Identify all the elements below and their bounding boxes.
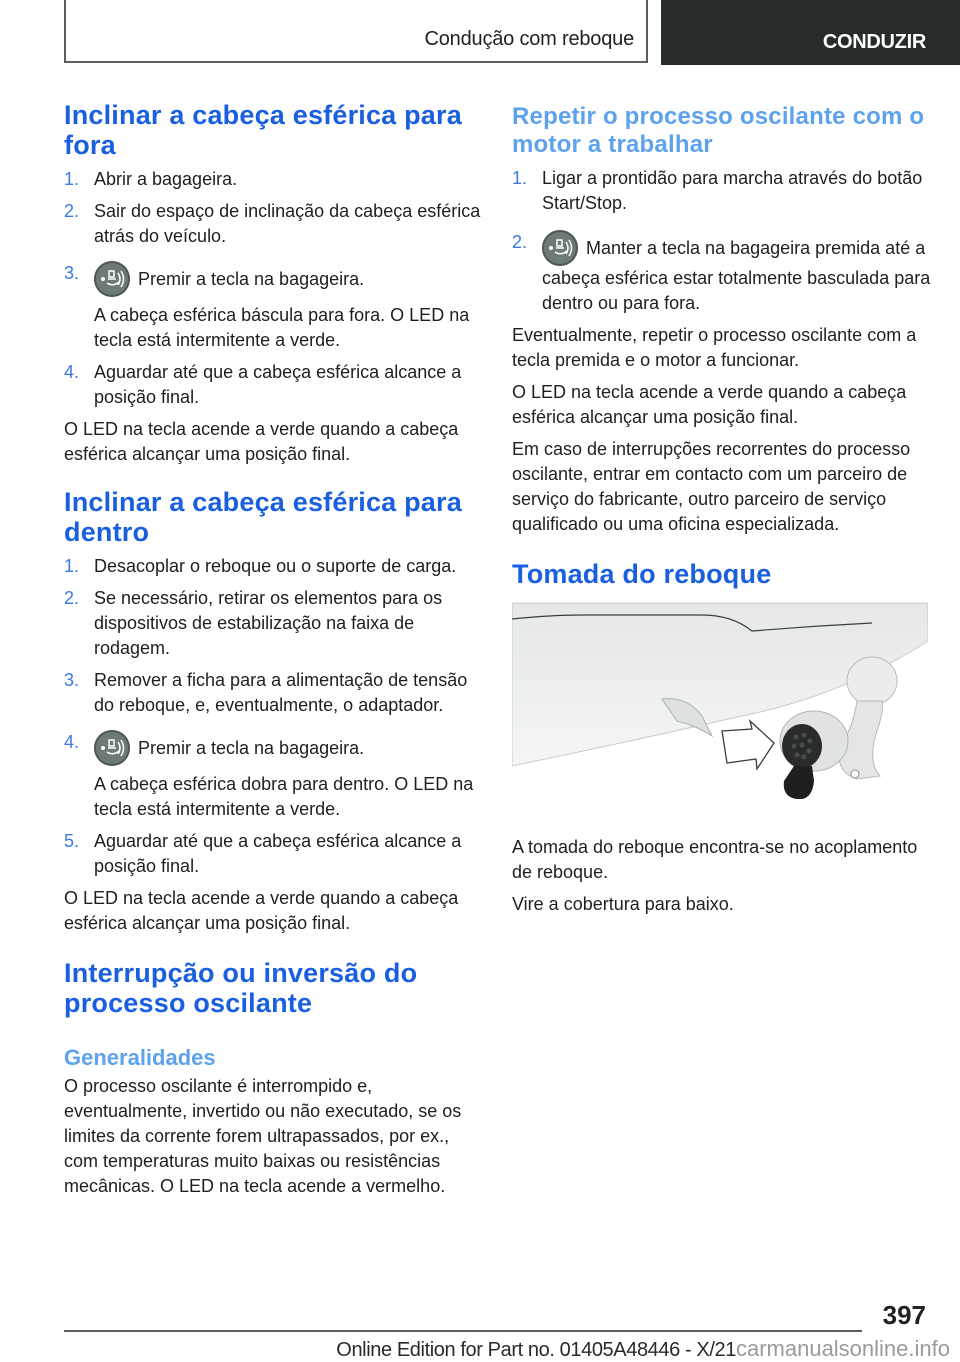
- list-item: [64, 261, 484, 353]
- paragraph: O LED na tecla acende a verde quando a cabeça esférica alcançar uma posição final.: [512, 382, 907, 427]
- paragraph: Vire a cobertura para baixo.: [512, 894, 734, 914]
- subsection-heading: Generalidades: [64, 1045, 216, 1070]
- step-text: Remover a ficha para a alimentação de tensão do reboque, e, eventualmente, o adaptador.: [94, 670, 468, 715]
- body-text: O processo oscilante é interrompido e, eventualmente, invertido ou não executado, se os limites da corrente forem ultrapassados, por ex., com temperaturas muito baixas ou resistências mecânicas. O LED na tecla acende a vermelho.: [64, 1076, 462, 1196]
- section-tilt-out: [64, 100, 484, 467]
- step-text: Se necessário, retirar os elementos para os dispositivos de estabilização na faixa de rodagem.: [94, 588, 443, 658]
- section-repeat-with-engine: [512, 103, 932, 537]
- section-heading: Tomada do reboque: [512, 559, 772, 589]
- page-number: 397: [882, 1300, 926, 1330]
- step-result: A cabeça esférica báscula para fora. O LED na tecla está intermitente a verde.: [94, 305, 470, 350]
- step-number: 1.: [64, 556, 80, 576]
- step-text: Sair do espaço de inclinação da cabeça esférica atrás do veículo.: [94, 201, 481, 246]
- step-number: 2.: [64, 588, 80, 608]
- section-heading: Inclinar a cabeça esférica para dentro: [64, 487, 462, 547]
- section-trailer-socket: [512, 559, 932, 917]
- step-text: Premir a tecla na bagageira.: [138, 269, 365, 289]
- step-number: 4.: [64, 362, 80, 382]
- step-number: 1.: [512, 168, 528, 188]
- step-number: 2.: [512, 232, 528, 252]
- step-number: 4.: [64, 732, 80, 752]
- section-tilt-in: [64, 487, 484, 936]
- tow-hitch-key-icon: [94, 261, 130, 297]
- step-text: Manter a tecla na bagageira premida até a cabeça esférica estar totalmente basculada para dentro ou para fora.: [542, 238, 931, 313]
- step-result: A cabeça esférica dobra para dentro. O LED na tecla está intermitente a verde.: [94, 774, 474, 819]
- step-number: 1.: [64, 169, 80, 189]
- step-number: 5.: [64, 831, 80, 851]
- section-interruption: [64, 958, 484, 1199]
- list-item: [512, 166, 932, 216]
- watermark-link[interactable]: carmanualsonline.info: [735, 1336, 950, 1361]
- chapter-tab: [661, 0, 960, 65]
- footer: [0, 1336, 960, 1362]
- section-title: Condução com reboque: [424, 28, 634, 50]
- running-header: [64, 0, 648, 63]
- step-number: 3.: [64, 670, 80, 690]
- list-item: [64, 199, 484, 249]
- step-text: Abrir a bagageira.: [94, 169, 238, 189]
- list-item: [64, 730, 484, 822]
- note-text: O LED na tecla acende a verde quando a cabeça esférica alcançar uma posição final.: [64, 888, 459, 933]
- paragraph: Em caso de interrupções recorrentes do processo oscilante, entrar em contacto com um parceiro de serviço do fabricante, outro parceiro de serviço qualificado ou uma oficina especializada.: [512, 439, 911, 534]
- steps-list: [512, 166, 932, 316]
- list-item: [64, 829, 484, 879]
- section-heading: Inclinar a cabeça esférica para fora: [64, 100, 462, 160]
- steps-list: [64, 554, 484, 879]
- step-number: 3.: [64, 263, 80, 283]
- step-text: Aguardar até que a cabeça esférica alcance a posição final.: [94, 362, 462, 407]
- section-heading: Repetir o processo oscilante com o motor a trabalhar: [512, 103, 925, 158]
- step-number: 2.: [64, 201, 80, 221]
- footer-divider: [64, 1330, 862, 1332]
- trailer-socket-illustration: [512, 601, 928, 799]
- step-text: Ligar a prontidão para marcha através do botão Start/Stop.: [542, 168, 923, 213]
- list-item: [512, 230, 932, 316]
- tow-hitch-key-icon: [94, 730, 130, 766]
- chapter-tab-label: CONDUZIR: [822, 31, 926, 53]
- left-column: [64, 100, 484, 1199]
- list-item: [64, 554, 484, 579]
- list-item: [64, 167, 484, 192]
- note-text: O LED na tecla acende a verde quando a cabeça esférica alcançar uma posição final.: [64, 419, 459, 464]
- paragraph: Eventualmente, repetir o processo oscilante com a tecla premida e o motor a funcionar.: [512, 325, 917, 370]
- section-heading: Interrupção ou inversão do processo oscilante: [64, 958, 418, 1018]
- paragraph: A tomada do reboque encontra-se no acoplamento de reboque.: [512, 837, 918, 882]
- edition-text: Online Edition for Part no. 01405A48446 - X/21: [336, 1339, 736, 1361]
- list-item: [64, 668, 484, 718]
- list-item: [64, 360, 484, 410]
- step-text: Aguardar até que a cabeça esférica alcance a posição final.: [94, 831, 462, 876]
- right-column: [512, 103, 932, 917]
- steps-list: [64, 167, 484, 410]
- step-text: Desacoplar o reboque ou o suporte de carga.: [94, 556, 457, 576]
- tow-hitch-key-icon: [542, 230, 578, 266]
- list-item: [64, 586, 484, 661]
- step-text: Premir a tecla na bagageira.: [138, 738, 365, 758]
